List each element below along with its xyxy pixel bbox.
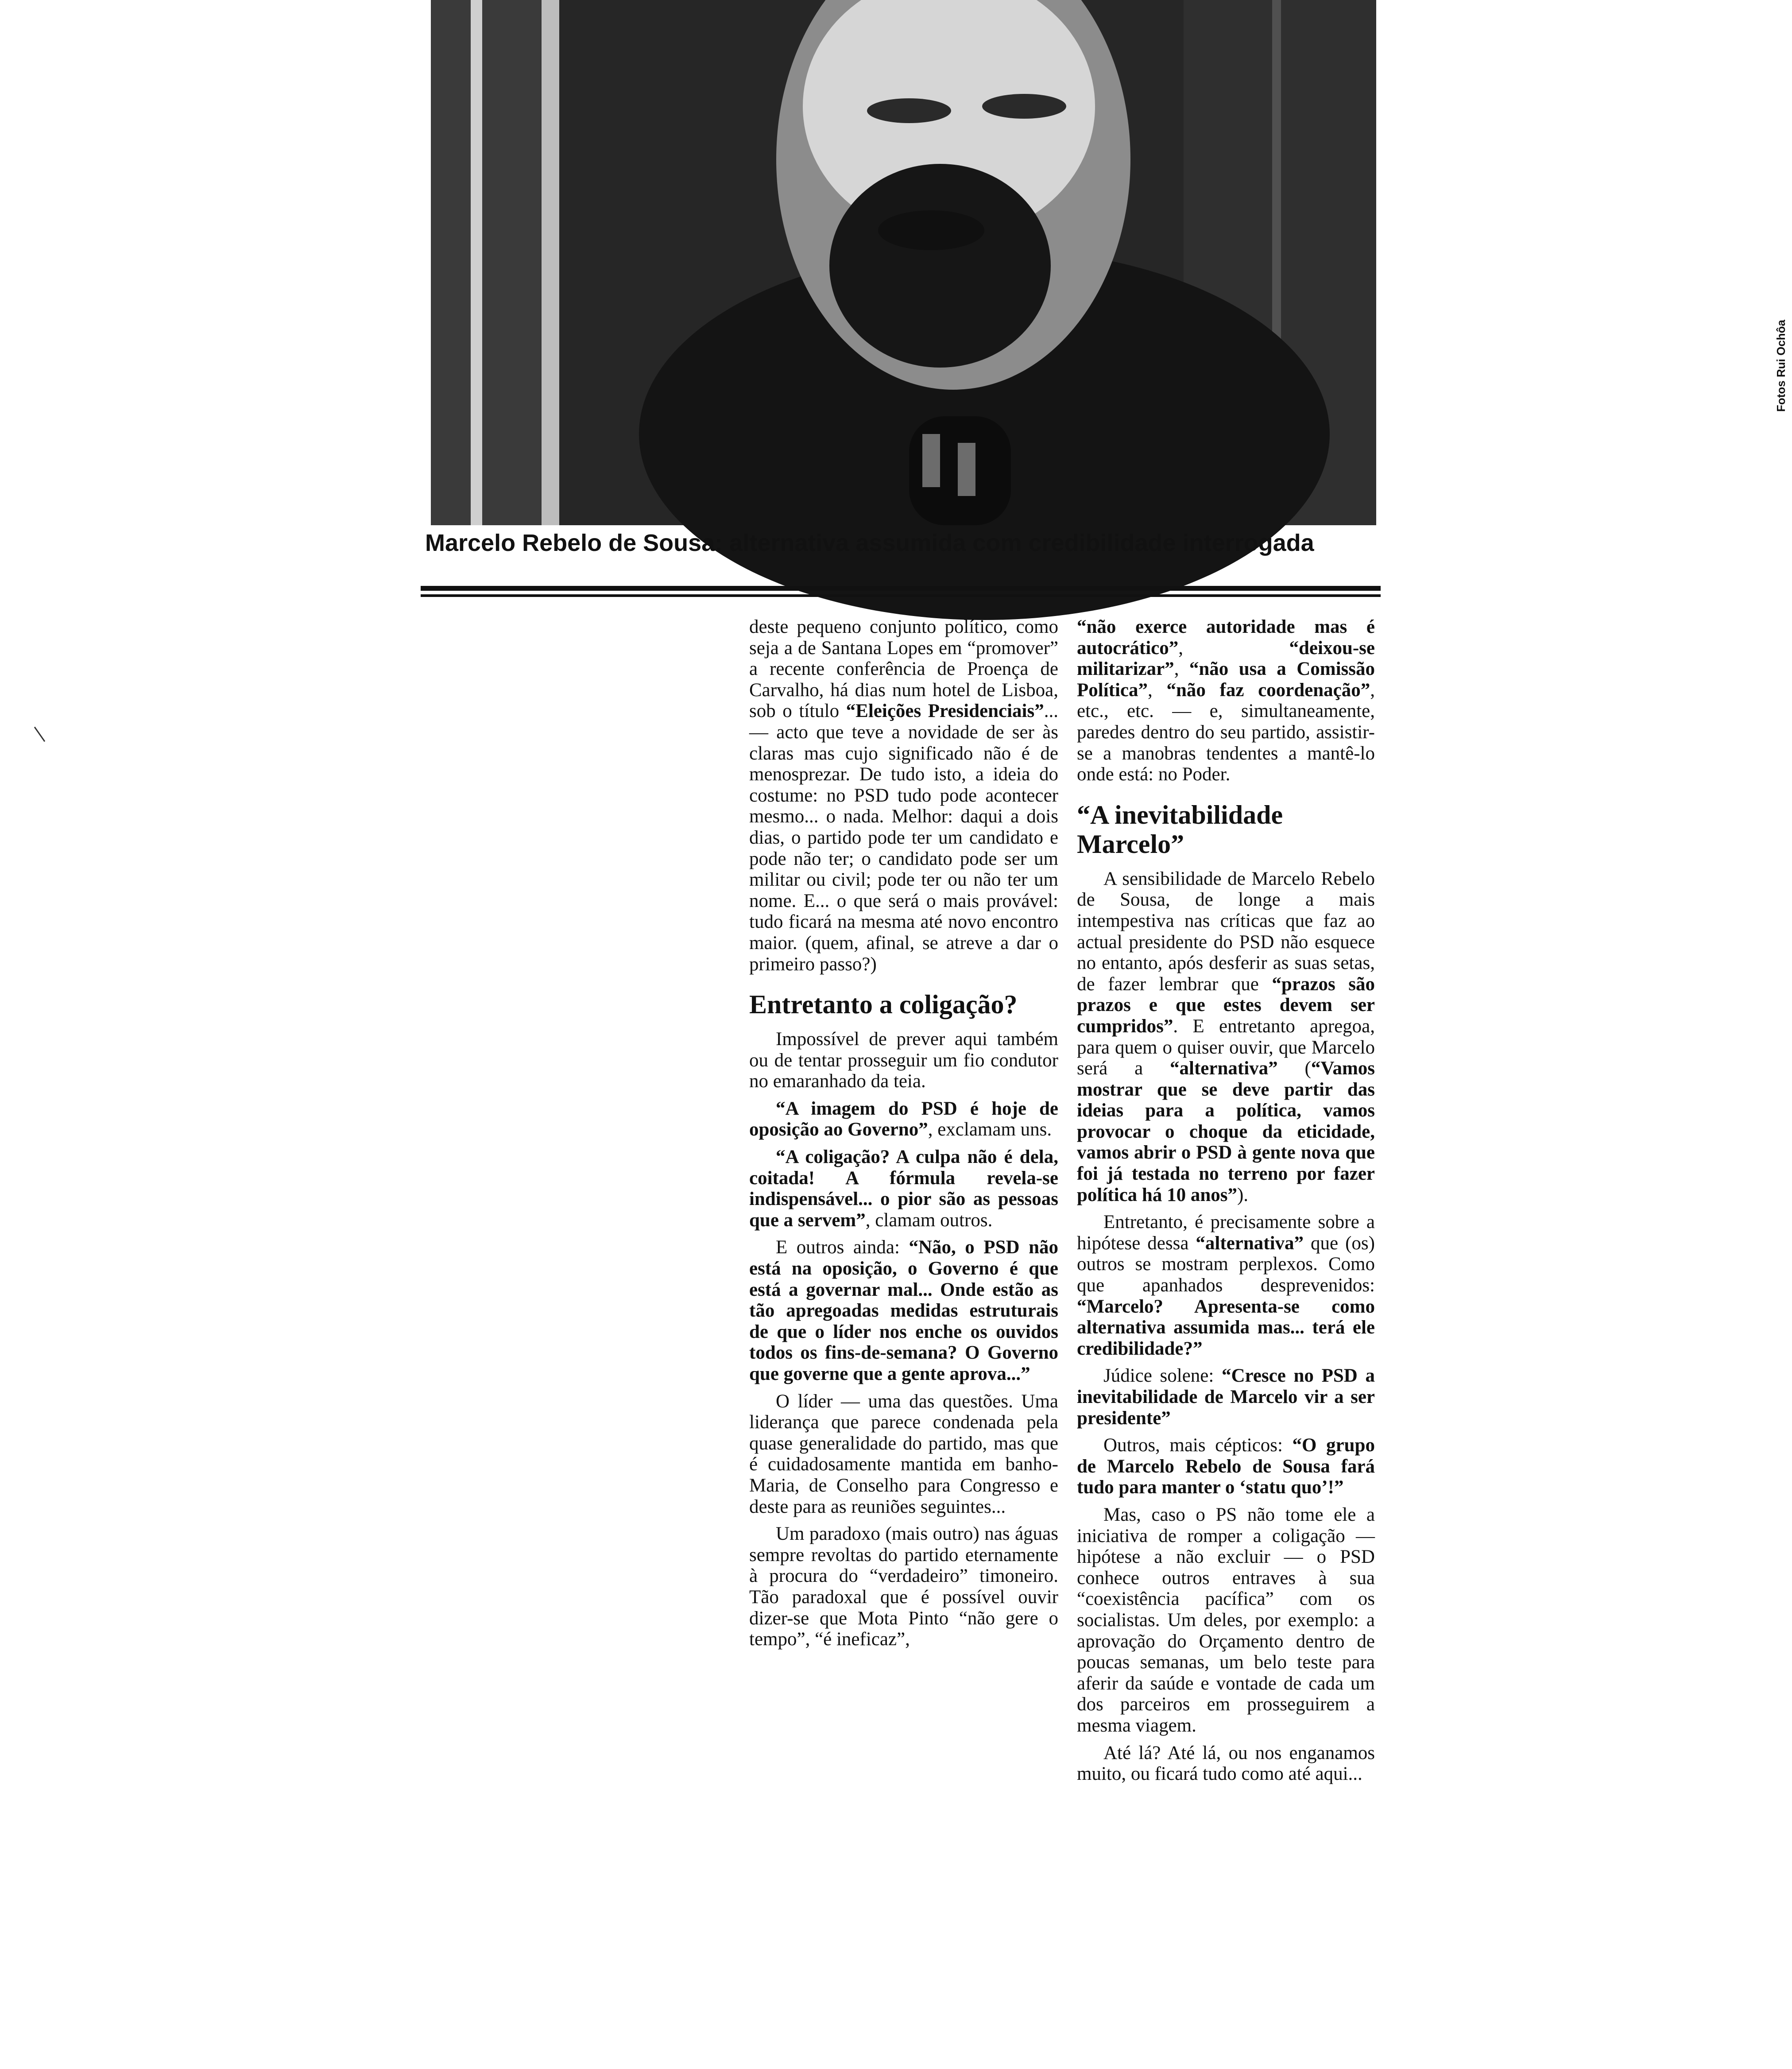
article-column-1 [749,616,1058,1656]
section-heading: “A inevitabilidade Marcelo” [1077,800,1283,859]
paragraph: “A coligação? A culpa não é dela, coitada! A fórmula revela-se indispensável... o pior são as pessoas que a servem”, clamam outros. [749,1147,1058,1231]
divider-rule [421,586,1381,591]
divider-rule-thin [421,594,1381,597]
margin-mark [34,727,45,742]
paragraph: Entretanto, é precisamente sobre a hipótese dessa “alternativa” que (os) outros se mostram perplexos. Como que apanhados desprevenidos: “Marcelo? Apresenta-se como alternativa assumida mas... terá ele credibilidade?” [1077,1212,1375,1359]
portrait-illustration [431,0,1376,525]
paragraph: A sensibilidade de Marcelo Rebelo de Sousa, de longe a mais intempestiva nas críticas que faz ao actual presidente do PSD não esquece no entanto, após desferir as suas setas, de fazer lembrar que “prazos são prazos e que estes devem ser cumpridos”. E entretanto apregoa, para quem o quiser ouvir, que Marcelo será a “alternativa” (“Vamos mostrar que se deve partir das ideias para a política, vamos provocar o choque da eticidade, vamos abrir o PSD à gente nova que foi já testada no terreno por fazer política há 10 anos”). [1077,868,1375,1205]
paragraph: Júdice solene: “Cresce no PSD a inevitabilidade de Marcelo vir a ser presidente” [1077,1365,1375,1429]
photo-caption: Marcelo Rebelo de Sousa: alternativa assumida com credibilidade interrogada [425,530,1314,556]
photo-credit: Fotos Rui Ochôa [1774,320,1788,412]
paragraph: Impossível de prever aqui também ou de tentar prosseguir um fio condutor no emaranhado da teia. [749,1029,1058,1092]
paragraph: “não exerce autoridade mas é autocrático”, “deixou-se militarizar”, “não usa a Comissão Política”, “não faz coordenação”, etc., etc. — e, simultaneamente, paredes dentro do seu partido, assistir-se a manobras tendentes a mantê-lo onde está: no Poder. [1077,616,1375,785]
paragraph: Um paradoxo (mais outro) nas águas sempre revoltas do partido eternamente à procura do “verdadeiro” timoneiro. Tão paradoxal que é possível ouvir dizer-se que Mota Pinto “não gere o tempo”, “é ineficaz”, [749,1523,1058,1650]
paragraph: deste pequeno conjunto político, como seja a de Santana Lopes em “promover” a recente conferência de Proença de Carvalho, há dias num hotel de Lisboa, sob o título “Eleições Presidenciais”... — acto que teve a novidade de ser às claras mas cujo significado não é de menosprezar. De tudo isto, a ideia do costume: no PSD tudo pode acontecer mesmo... o nada. Melhor: daqui a dois dias, o partido pode ter um candidato e pode não ter; o candidato pode ser um militar ou civil; pode ter ou não ter um nome. E... o que será o mais provável: tudo ficará na mesma até novo encontro maior. (quem, afinal, se atreve a dar o primeiro passo?) [749,616,1058,975]
paragraph: Outros, mais cépticos: “O grupo de Marcelo Rebelo de Sousa fará tudo para manter o ‘statu quo’!” [1077,1435,1375,1498]
article-photo [431,0,1788,525]
paragraph: E outros ainda: “Não, o PSD não está na oposição, o Governo é que está a governar mal... Onde estão as tão apregoadas medidas estruturais de que o líder nos enche os ouvidos todos os fins-de-semana? O Governo que governe que a gente aprova...” [749,1237,1058,1384]
paragraph: O líder — uma das questões. Uma liderança que parece condenada pela quase generalidade do partido, mas que é cuidadosamente mantida em banho-Maria, de Conselho para Congresso e deste para as reuniões seguintes... [749,1391,1058,1517]
paragraph: Mas, caso o PS não tome ele a iniciativa de romper a coligação — hipótese a não excluir — o PSD conhece outros entraves à sua “coexistência pacífica” com os socialistas. Um deles, por exemplo: a aprovação do Orçamento dentro de poucas semanas, um belo teste para aferir da saúde e vontade de cada um dos parceiros em prosseguirem a mesma viagem. [1077,1504,1375,1736]
paragraph: “A imagem do PSD é hoje de oposição ao Governo”, exclamam uns. [749,1098,1058,1140]
section-heading: Entretanto a coligação? [749,990,1018,1019]
article-column-2 [1077,616,1375,1791]
paragraph: Até lá? Até lá, ou nos enganamos muito, ou ficará tudo como até aqui... [1077,1742,1375,1785]
